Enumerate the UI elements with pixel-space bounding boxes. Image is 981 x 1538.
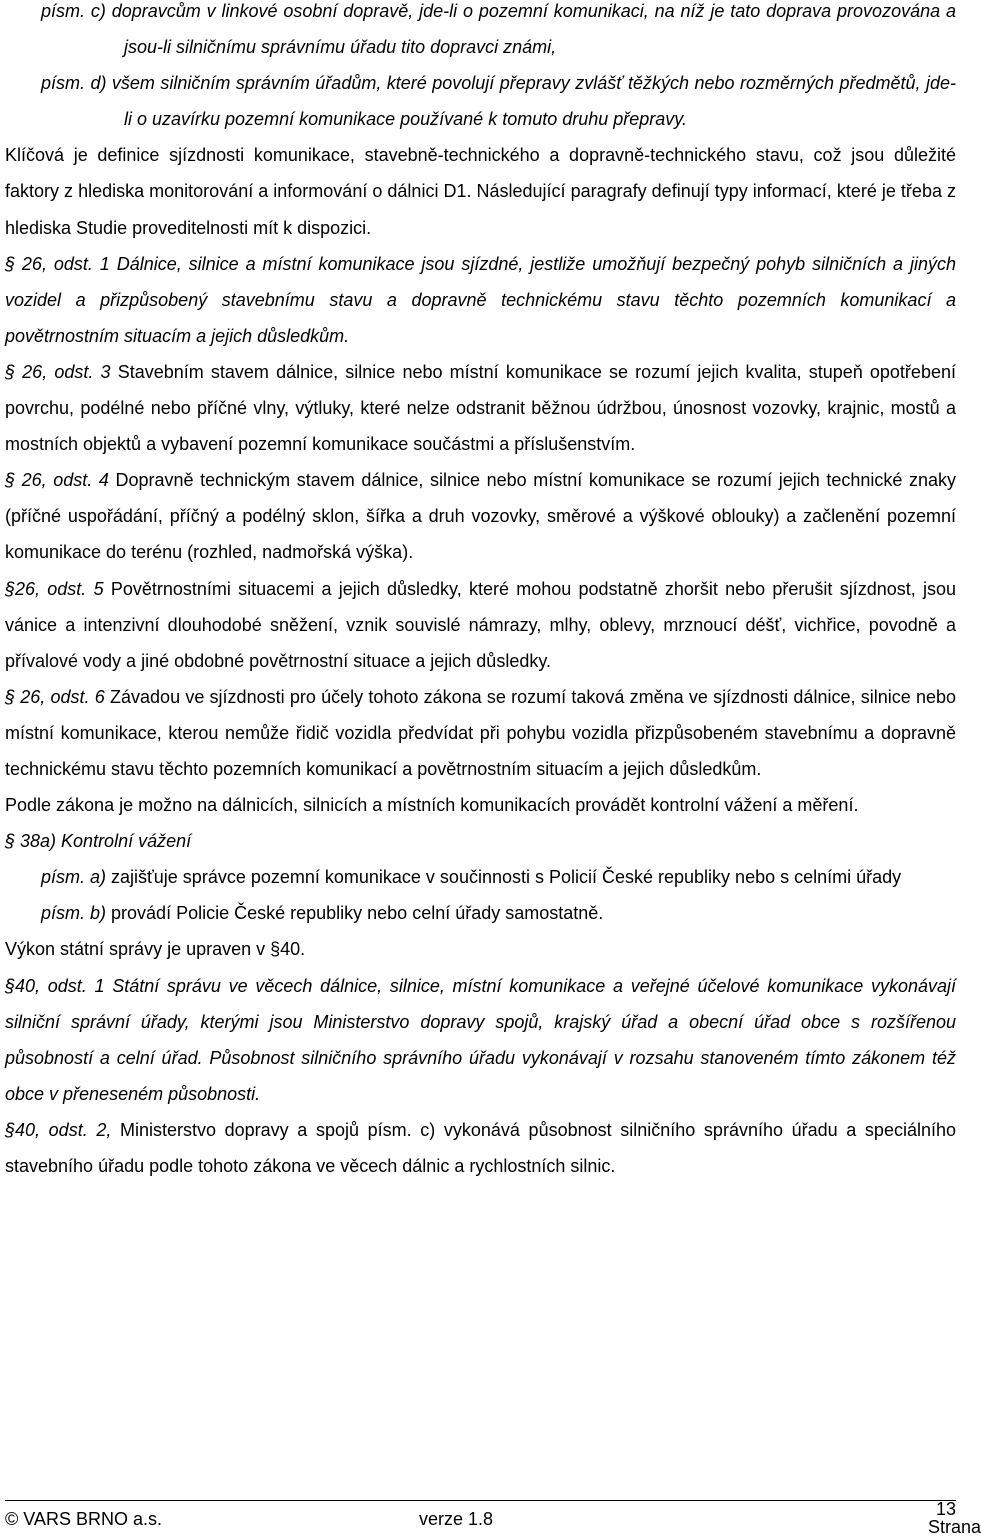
footer-company: © VARS BRNO a.s. — [5, 1509, 162, 1529]
footer-page — [927, 1499, 981, 1537]
section-26-6: § 26, odst. 6 Závadou ve sjízdnosti pro účely tohoto zákona se rozumí taková změna ve sjízdnosti dálnice, silnice nebo místní komunikace, kterou nemůže řidič vozidla předvídat při pohybu vozidla přizpůsobeném stavebnímu a dopravně technickému stavu těchto pozemních komunikací a povětrnostním situacím a jejich důsledkům. — [5, 686, 956, 779]
section-40-1: §40, odst. 1 Státní správu ve věcech dálnice, silnice, místní komunikace a veřejné účelové komunikace vykonávají silniční správní úřady, kterými jsou Ministerstvo dopravy spojů, krajský úřad a obecní úřad obce s rozšířenou působností a celní úřad. Působnost silničního správního úřadu vykonávají v rozsahu stanoveném tímto zákonem též obce v přeneseném působnosti. — [5, 975, 956, 1104]
section-40-2: §40, odst. 2, Ministerstvo dopravy a spojů písm. c) vykonává působnost silničního správního úřadu a speciálního stavebního úřadu podle tohoto zákona ve věcech dálnic a rychlostních silnic. — [5, 1119, 956, 1176]
section-ref: §26, odst. 5 — [5, 578, 104, 599]
document-body — [5, 0, 956, 1184]
weighing-item-a: písm. a) zajišťuje správce pozemní komunikace v součinnosti s Policií České republiky nebo s celními úřady — [41, 867, 902, 888]
footer-page-number: 13 — [935, 1499, 956, 1519]
section-ref: §40, odst. 2, — [5, 1119, 112, 1140]
intro-paragraph: Klíčová je definice sjízdnosti komunikace, stavebně-technického a dopravně-technického stavu, což jsou důležité faktory z hlediska monitorování a informování o dálnici D1. Následující paragrafy definují typy informací, které je třeba z hlediska Studie proveditelnosti mít k dispozici. — [5, 145, 956, 238]
section-26-1: § 26, odst. 1 Dálnice, silnice a místní komunikace jsou sjízdné, jestliže umožňují bezpečný pohyb silničních a jiných vozidel a přizpůsobený stavebnímu stavu a dopravně technickému stavu těchto pozemních komunikací a povětrnostním situacím a jejich důsledkům. — [5, 253, 956, 346]
section-ref: § 26, odst. 4 — [5, 470, 109, 491]
list-item-d: písm. d) všem silničním správním úřadům, které povolují přepravy zvlášť těžkých nebo rozměrných předmětů, jde-li o uzavírku pozemní komunikace používané k tomuto druhu přepravy. — [41, 73, 956, 130]
list-item-c: písm. c) dopravcům v linkové osobní dopravě, jde-li o pozemní komunikaci, na níž je tato doprava provozována a jsou-li silničnímu správnímu úřadu tito dopravci známi, — [41, 1, 956, 58]
weighing-heading: § 38a) Kontrolní vážení — [5, 831, 192, 852]
weighing-item-b: písm. b) provádí Policie České republiky nebo celní úřady samostatně. — [41, 903, 604, 924]
footer-page-label: Strana — [927, 1517, 981, 1537]
section-26-3: § 26, odst. 3 Stavebním stavem dálnice, silnice nebo místní komunikace se rozumí jejich kvalita, stupeň opotřebení povrchu, podélné nebo příčné vlny, výtluky, které nelze odstranit běžnou údržbou, únosnost vozovky, krajnic, mostů a mostních objektů a vybavení pozemní komunikace součástmi a příslušenstvím. — [5, 361, 956, 455]
page-footer — [5, 1499, 981, 1537]
section-ref: §40, odst. 1 — [5, 975, 105, 996]
section-26-5: §26, odst. 5 Povětrnostními situacemi a jejich důsledky, které mohou podstatně zhoršit nebo přerušit sjízdnost, jsou vánice a intenzivní dlouhodobé sněžení, vznik souvislé námrazy, mlhy, oblevy, mrznoucí déšť, vichřice, povodně a přívalové vody a jiné obdobné povětrnostní situace a jejich důsledky. — [5, 578, 956, 671]
section-ref: § 26, odst. 3 — [5, 361, 111, 382]
section-ref: § 26, odst. 6 — [5, 686, 105, 707]
section-26-4: § 26, odst. 4 Dopravně technickým stavem dálnice, silnice nebo místní komunikace se rozumí jejich technické znaky (příčné uspořádání, příčný a podélný sklon, šířka a druh vozovky, směrové a výškové oblouky) a začlenění pozemní komunikace do terénu (rozhled, nadmořská výška). — [5, 470, 956, 563]
footer-version: verze 1.8 — [419, 1509, 494, 1529]
weighing-paragraph: Podle zákona je možno na dálnicích, silnicích a místních komunikacích provádět kontrolní vážení a měření. — [5, 795, 859, 816]
section-ref: § 26, odst. 1 — [5, 253, 110, 274]
admin-paragraph: Výkon státní správy je upraven v §40. — [5, 939, 306, 960]
